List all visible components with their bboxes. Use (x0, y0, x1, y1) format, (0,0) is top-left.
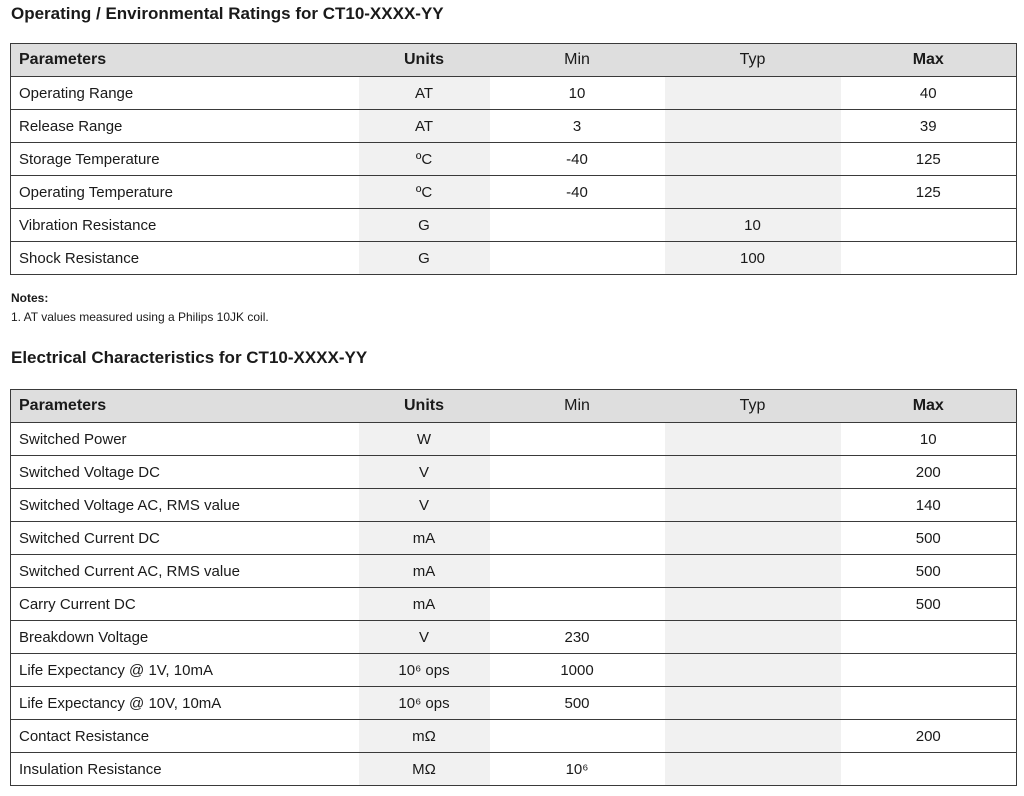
cell-units: AT (359, 77, 490, 110)
header-typ: Typ (665, 390, 841, 423)
cell-min (490, 555, 665, 588)
header-units: Units (359, 390, 490, 423)
cell-max: 140 (841, 489, 1017, 522)
cell-parameter: Switched Power (11, 423, 359, 456)
cell-max (841, 209, 1017, 242)
cell-min: 500 (490, 687, 665, 720)
table-row (11, 242, 1017, 275)
cell-parameter: Switched Current AC, RMS value (11, 555, 359, 588)
cell-max: 500 (841, 555, 1017, 588)
cell-typ (665, 143, 841, 176)
cell-typ (665, 110, 841, 143)
cell-parameter: Shock Resistance (11, 242, 359, 275)
cell-units: MΩ (359, 753, 490, 786)
cell-max: 200 (841, 720, 1017, 753)
cell-parameter: Storage Temperature (11, 143, 359, 176)
electrical-characteristics-table (10, 389, 1017, 786)
cell-units: G (359, 242, 490, 275)
cell-units: V (359, 621, 490, 654)
notes-title: Notes: (11, 291, 49, 305)
table-row (11, 143, 1017, 176)
table-row (11, 110, 1017, 143)
cell-parameter: Release Range (11, 110, 359, 143)
cell-min (490, 456, 665, 489)
cell-units: mA (359, 555, 490, 588)
table-header-row (11, 390, 1017, 423)
cell-parameter: Operating Temperature (11, 176, 359, 209)
table-row (11, 753, 1017, 786)
table-row (11, 687, 1017, 720)
cell-typ (665, 687, 841, 720)
cell-parameter: Vibration Resistance (11, 209, 359, 242)
cell-max: 200 (841, 456, 1017, 489)
cell-max: 10 (841, 423, 1017, 456)
cell-min: -40 (490, 143, 665, 176)
header-units: Units (359, 44, 490, 77)
cell-max: 125 (841, 143, 1017, 176)
note-item: 1. AT values measured using a Philips 10JK coil. (11, 310, 269, 324)
cell-parameter: Life Expectancy @ 1V, 10mA (11, 654, 359, 687)
cell-typ (665, 176, 841, 209)
cell-parameter: Switched Current DC (11, 522, 359, 555)
cell-units: ºC (359, 176, 490, 209)
table-row (11, 720, 1017, 753)
cell-typ (665, 720, 841, 753)
table-row (11, 176, 1017, 209)
cell-max: 40 (841, 77, 1017, 110)
header-max: Max (841, 44, 1017, 77)
cell-units: mA (359, 522, 490, 555)
cell-typ (665, 423, 841, 456)
cell-units: mΩ (359, 720, 490, 753)
cell-min (490, 522, 665, 555)
table-header-row (11, 44, 1017, 77)
table-row (11, 423, 1017, 456)
cell-units: ºC (359, 143, 490, 176)
cell-min (490, 209, 665, 242)
table-row (11, 209, 1017, 242)
header-min: Min (490, 390, 665, 423)
header-min: Min (490, 44, 665, 77)
header-parameters: Parameters (11, 44, 359, 77)
cell-units: 10⁶ ops (359, 654, 490, 687)
cell-min (490, 720, 665, 753)
table-row (11, 621, 1017, 654)
section-title-electrical-characteristics: Electrical Characteristics for CT10-XXXX-YY (11, 348, 368, 367)
cell-min (490, 423, 665, 456)
cell-typ (665, 588, 841, 621)
table-row (11, 588, 1017, 621)
cell-parameter: Insulation Resistance (11, 753, 359, 786)
cell-typ (665, 489, 841, 522)
cell-parameter: Breakdown Voltage (11, 621, 359, 654)
notes-block (11, 289, 269, 327)
cell-units: mA (359, 588, 490, 621)
table-row (11, 555, 1017, 588)
cell-parameter: Contact Resistance (11, 720, 359, 753)
cell-max (841, 654, 1017, 687)
table-row (11, 489, 1017, 522)
cell-units: 10⁶ ops (359, 687, 490, 720)
cell-min: 10 (490, 77, 665, 110)
cell-typ (665, 753, 841, 786)
cell-min: 230 (490, 621, 665, 654)
section-title-operating-ratings: Operating / Environmental Ratings for CT10-XXXX-YY (11, 4, 444, 23)
cell-max (841, 753, 1017, 786)
cell-min (490, 588, 665, 621)
table-row (11, 522, 1017, 555)
cell-max: 500 (841, 588, 1017, 621)
table-row (11, 654, 1017, 687)
cell-parameter: Switched Voltage DC (11, 456, 359, 489)
cell-units: G (359, 209, 490, 242)
cell-typ: 10 (665, 209, 841, 242)
cell-typ: 100 (665, 242, 841, 275)
cell-min: 10⁶ (490, 753, 665, 786)
cell-units: W (359, 423, 490, 456)
cell-units: V (359, 456, 490, 489)
cell-min (490, 242, 665, 275)
cell-min: -40 (490, 176, 665, 209)
cell-min (490, 489, 665, 522)
table-row (11, 456, 1017, 489)
cell-parameter: Life Expectancy @ 10V, 10mA (11, 687, 359, 720)
cell-typ (665, 555, 841, 588)
cell-max (841, 621, 1017, 654)
cell-max: 500 (841, 522, 1017, 555)
cell-typ (665, 654, 841, 687)
cell-parameter: Switched Voltage AC, RMS value (11, 489, 359, 522)
cell-units: AT (359, 110, 490, 143)
cell-typ (665, 621, 841, 654)
cell-max (841, 242, 1017, 275)
cell-typ (665, 456, 841, 489)
cell-typ (665, 522, 841, 555)
cell-units: V (359, 489, 490, 522)
cell-min: 1000 (490, 654, 665, 687)
operating-ratings-table (10, 43, 1017, 275)
cell-min: 3 (490, 110, 665, 143)
cell-typ (665, 77, 841, 110)
cell-parameter: Carry Current DC (11, 588, 359, 621)
header-typ: Typ (665, 44, 841, 77)
header-parameters: Parameters (11, 390, 359, 423)
cell-max (841, 687, 1017, 720)
cell-max: 39 (841, 110, 1017, 143)
cell-parameter: Operating Range (11, 77, 359, 110)
cell-max: 125 (841, 176, 1017, 209)
header-max: Max (841, 390, 1017, 423)
table-row (11, 77, 1017, 110)
